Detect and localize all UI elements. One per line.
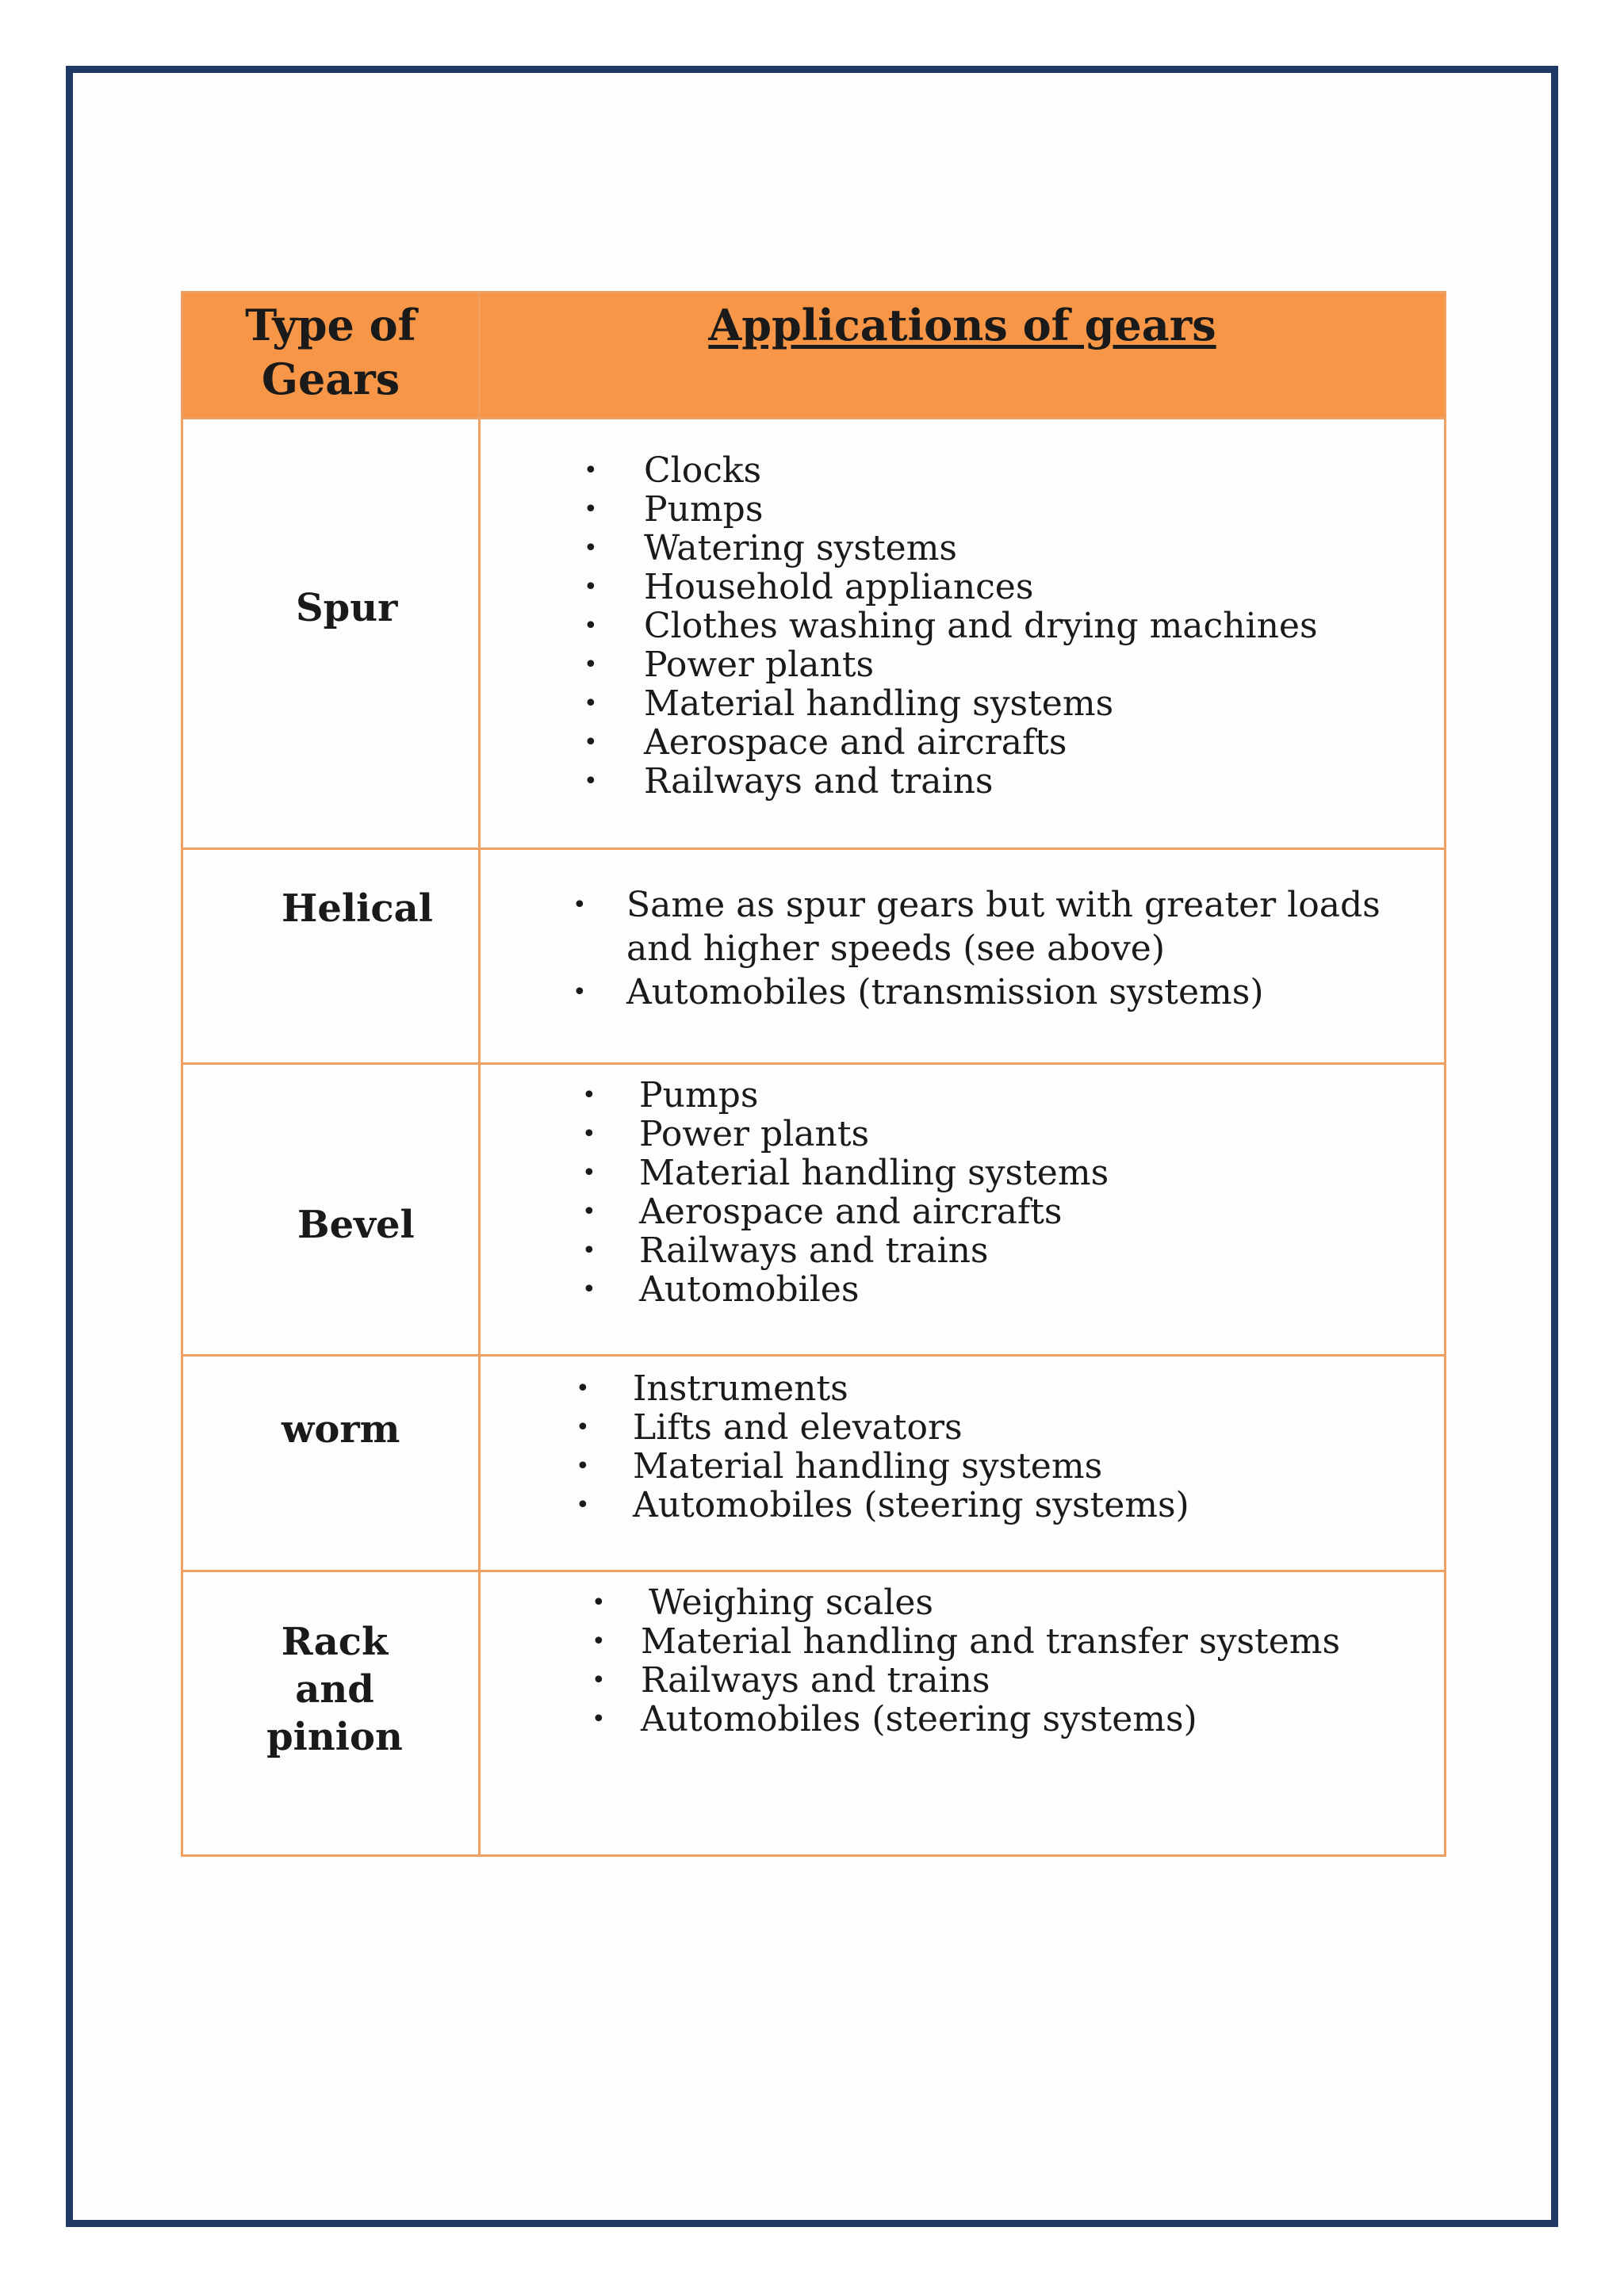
list-item: • Material handling systems — [576, 1446, 1103, 1487]
type-cell — [182, 1571, 480, 1856]
applications-cell — [480, 1064, 1446, 1356]
table-row-helical — [182, 849, 1446, 1064]
list-item: • Same as spur gears but with greater loads and higher speeds (see above) — [573, 885, 1381, 969]
list-item: • Power plants — [582, 1114, 870, 1154]
list-item: • Automobiles — [582, 1269, 860, 1310]
gear-type-label: Spur — [296, 586, 398, 630]
applications-cell — [480, 1571, 1446, 1856]
list-item: • Automobiles (steering systems) — [592, 1699, 1197, 1739]
applications-list — [576, 1369, 1189, 1525]
type-cell — [182, 1064, 480, 1356]
header-applications-label: Applications of gears — [708, 300, 1216, 350]
gear-applications-table — [181, 291, 1446, 1857]
applications-list — [582, 1076, 1109, 1309]
list-item: • Household appliances — [584, 567, 1034, 607]
type-cell — [182, 419, 480, 849]
gear-type-label: Bevel — [297, 1203, 415, 1247]
applications-list — [592, 1583, 1340, 1739]
header-type-of-gears — [182, 293, 480, 419]
gear-type-label: worm — [282, 1407, 400, 1452]
applications-list — [584, 451, 1318, 801]
list-item: • Clocks — [584, 450, 762, 491]
list-item: • Automobiles (steering systems) — [576, 1485, 1189, 1525]
applications-cell — [480, 419, 1446, 849]
list-item: • Aerospace and aircrafts — [582, 1192, 1063, 1232]
table-header-row — [182, 293, 1446, 419]
table-row-bevel — [182, 1064, 1446, 1356]
applications-cell — [480, 1356, 1446, 1571]
list-item: • Clothes washing and drying machines — [584, 606, 1318, 646]
list-item: • Automobiles (transmission systems) — [573, 972, 1264, 1012]
list-item: • Pumps — [584, 489, 764, 530]
list-item: • Material handling systems — [584, 683, 1114, 724]
applications-cell — [480, 849, 1446, 1064]
list-item: • Railways and trains — [582, 1230, 989, 1271]
list-item: • Material handling systems — [582, 1153, 1109, 1193]
gear-type-label: Rack and pinion — [266, 1620, 403, 1759]
table-row-worm — [182, 1356, 1446, 1571]
list-item: • Railways and trains — [584, 761, 994, 802]
list-item: • Pumps — [582, 1075, 759, 1115]
list-item: • Instruments — [576, 1368, 848, 1409]
list-item: • Weighing scales — [592, 1582, 933, 1623]
list-item: • Railways and trains — [592, 1660, 990, 1701]
list-item: • Power plants — [584, 645, 875, 685]
list-item: • Lifts and elevators — [576, 1407, 963, 1448]
header-applications — [480, 293, 1446, 419]
applications-list — [573, 883, 1413, 1014]
type-cell — [182, 1356, 480, 1571]
header-type-label: Type of Gears — [245, 300, 416, 404]
type-cell — [182, 849, 480, 1064]
table-row-spur — [182, 419, 1446, 849]
table-row-rack-and-pinion — [182, 1571, 1446, 1856]
list-item: • Material handling and transfer systems — [592, 1621, 1341, 1662]
gear-type-label: Helical — [282, 886, 433, 931]
list-item: • Watering systems — [584, 528, 957, 568]
list-item: • Aerospace and aircrafts — [584, 722, 1067, 763]
